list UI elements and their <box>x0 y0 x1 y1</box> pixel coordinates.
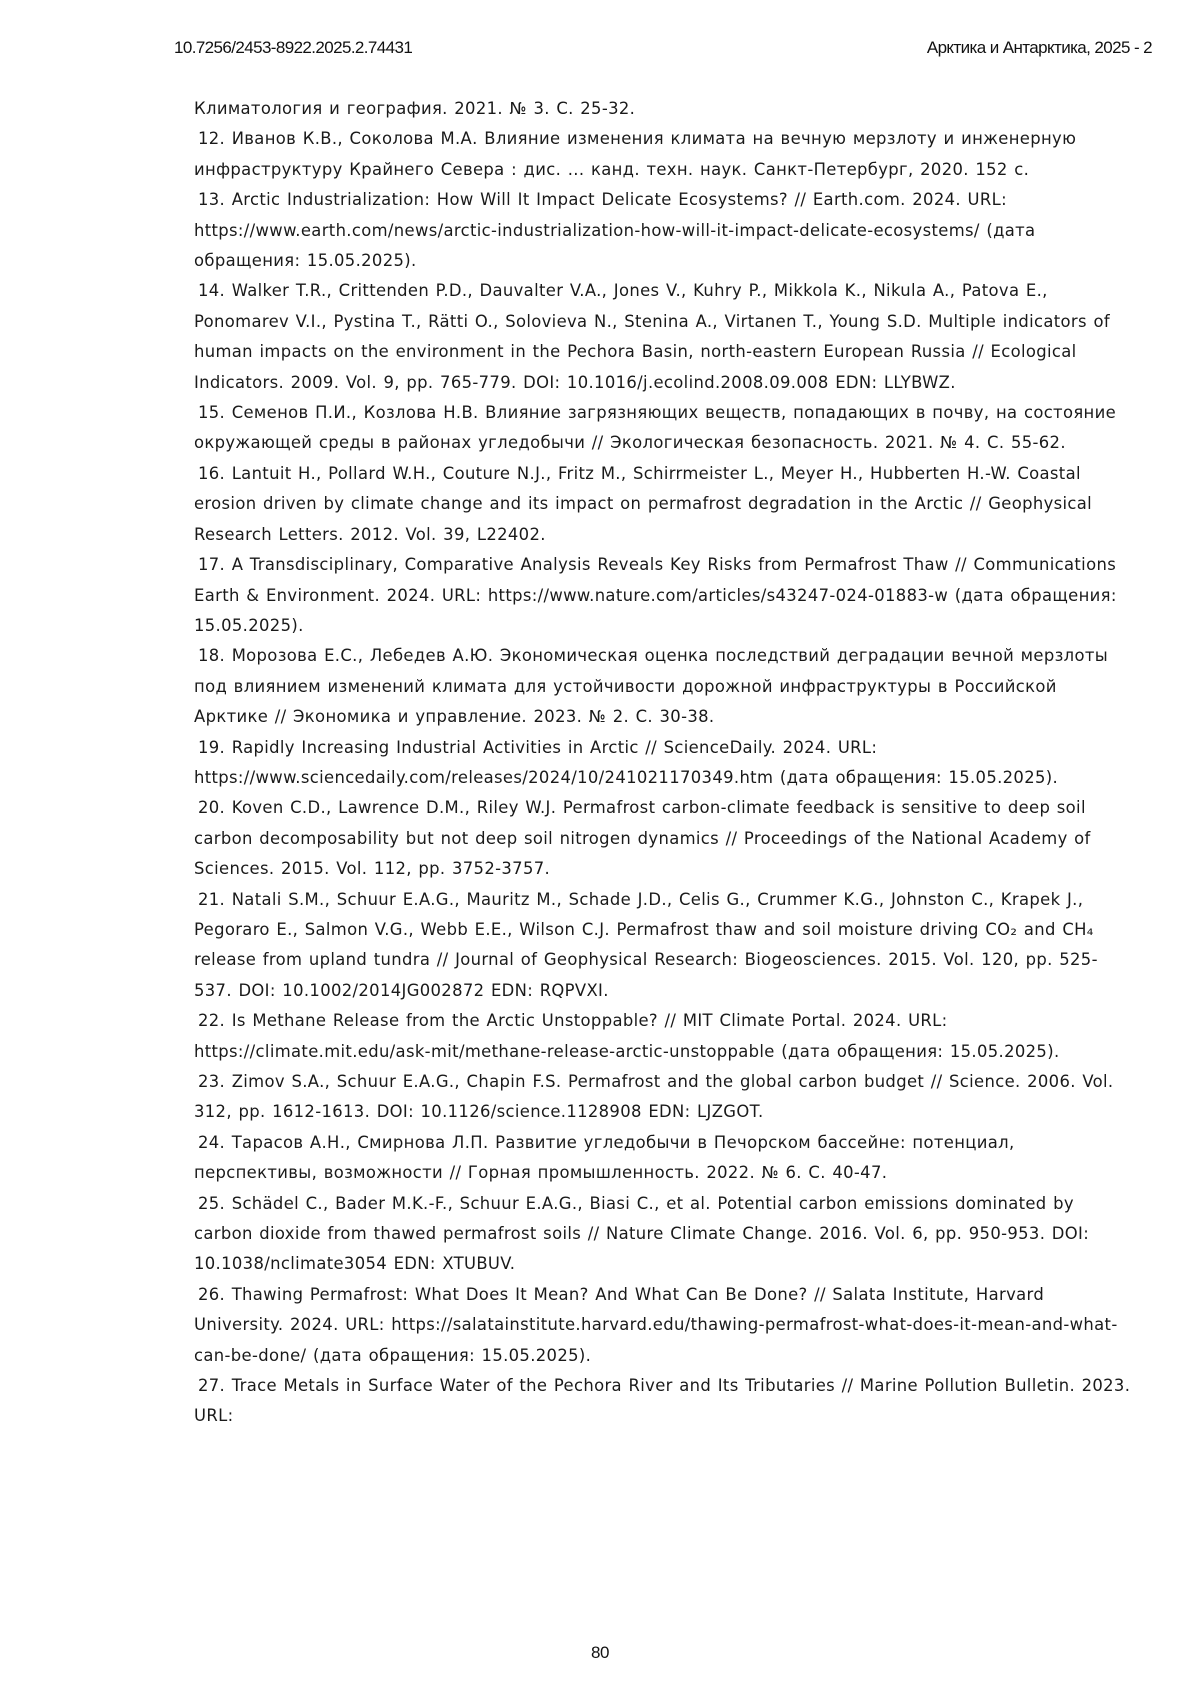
reference-item <box>194 1006 1134 1067</box>
reference-number: 16. <box>198 463 226 483</box>
page-header <box>174 38 1152 62</box>
reference-text: Trace Metals in Surface Water of the Pechora River and Its Tributaries // Marine Pollution Bulletin. 2023. URL: <box>194 1376 1131 1426</box>
reference-item <box>194 550 1134 641</box>
reference-item <box>194 185 1134 276</box>
reference-item <box>194 276 1134 398</box>
reference-text: Zimov S.A., Schuur E.A.G., Chapin F.S. Permafrost and the global carbon budget // Science. 2006. Vol. 312, pp. 1612-1613. DOI: 10.1126/science.1128908 EDN: LJZGOT. <box>194 1072 1114 1122</box>
reference-number: 19. <box>198 737 226 757</box>
reference-text: Иванов К.В., Соколова М.А. Влияние изменения климата на вечную мерзлоту и инженерную инфраструктуру Крайнего Севера : дис. ... канд. техн. наук. Санкт-Петербург, 2020. 152 с. <box>194 129 1077 179</box>
reference-text: Rapidly Increasing Industrial Activities in Arctic // ScienceDaily. 2024. URL: https://www.sciencedaily.com/releases/2024/10/241021170349.htm (дата обращения: 15.05.2025). <box>194 737 1059 787</box>
reference-item <box>194 398 1134 459</box>
reference-item <box>194 1128 1134 1189</box>
reference-number: 14. <box>198 281 226 301</box>
reference-item <box>194 1280 1134 1371</box>
header-journal-title: Арктика и Антарктика, 2025 - 2 <box>926 38 1152 57</box>
reference-item <box>194 885 1134 1007</box>
reference-continuation: Климатология и география. 2021. № 3. С. 25-32. <box>194 99 636 118</box>
header-doi: 10.7256/2453-8922.2025.2.74431 <box>174 38 413 57</box>
reference-item <box>194 641 1134 732</box>
reference-number: 20. <box>198 798 226 818</box>
reference-item <box>194 1067 1134 1128</box>
reference-text: Lantuit H., Pollard W.H., Couture N.J., Fritz M., Schirrmeister L., Meyer H., Hubberten H.-W. Coastal erosion driven by climate change and its impact on permafrost degradation in the Arctic // Geophysical Research Letters. 2012. Vol. 39, L22402. <box>194 463 1093 544</box>
reference-number: 27. <box>198 1376 226 1396</box>
reference-text: Koven C.D., Lawrence D.M., Riley W.J. Permafrost carbon-climate feedback is sensitive to deep soil carbon decomposability but not deep soil nitrogen dynamics // Proceedings of the National Academy of Sciences. 2015. Vol. 112, pp. 3752-3757. <box>194 798 1091 879</box>
reference-item <box>194 1189 1134 1280</box>
reference-item <box>194 124 1134 185</box>
reference-number: 24. <box>198 1132 226 1152</box>
reference-text: Морозова Е.С., Лебедев А.Ю. Экономическая оценка последствий деградации вечной мерзлоты под влиянием изменений климата для устойчивости дорожной инфраструктуры в Российской Арктике // Экономика и управление. 2023. № 2. С. 30-38. <box>194 646 1109 727</box>
page-number: 80 <box>590 1643 610 1662</box>
reference-items <box>194 124 1134 1431</box>
reference-number: 26. <box>198 1284 226 1304</box>
reference-item <box>194 733 1134 794</box>
reference-number: 13. <box>198 190 226 210</box>
reference-item <box>194 1371 1134 1432</box>
reference-number: 22. <box>198 1011 226 1031</box>
reference-number: 12. <box>198 129 226 149</box>
reference-text: Семенов П.И., Козлова Н.В. Влияние загрязняющих веществ, попадающих в почву, на состояние окружающей среды в районах угледобычи // Экологическая безопасность. 2021. № 4. С. 55-62. <box>194 403 1117 453</box>
reference-text: A Transdisciplinary, Comparative Analysis Reveals Key Risks from Permafrost Thaw // Communications Earth & Environment. 2024. URL: https://www.nature.com/articles/s43247-024-01883-w (дата обращения: 15.05.2025). <box>194 555 1117 635</box>
reference-text: Schädel C., Bader M.K.-F., Schuur E.A.G., Biasi C., et al. Potential carbon emissions dominated by carbon dioxide from thawed permafrost soils // Nature Climate Change. 2016. Vol. 6, pp. 950-953. DOI: 10.1038/nclimate3054 EDN: XTUBUV. <box>194 1193 1090 1274</box>
reference-text: Walker T.R., Crittenden P.D., Dauvalter V.A., Jones V., Kuhry P., Mikkola K., Nikula A., Patova E., Ponomarev V.I., Pystina T., Rätti O., Solovieva N., Stenina A., Virtanen T., Young S.D. Multiple indicators of human impacts on the environment in the Pechora Basin, north-eastern European Russia // Ecological Indicators. 2009. Vol. 9, pp. 765-779. DOI: 10.1016/j.ecolind.2008.09.008 EDN: LLYBWZ. <box>194 281 1110 392</box>
reference-item <box>194 459 1134 550</box>
reference-text: Arctic Industrialization: How Will It Impact Delicate Ecosystems? // Earth.com. 2024. URL: https://www.earth.com/news/arctic-industrialization-how-will-it-impact-delicate-ecosystems/ (дата обращения: 15.05.2025). <box>194 190 1036 271</box>
reference-text: Is Methane Release from the Arctic Unstoppable? // MIT Climate Portal. 2024. URL: https://climate.mit.edu/ask-mit/methane-release-arctic-unstoppable (дата обращения: 15.05.2025). <box>194 1011 1060 1061</box>
reference-list <box>194 94 1134 1432</box>
reference-number: 15. <box>198 403 226 423</box>
reference-text: Natali S.M., Schuur E.A.G., Mauritz M., Schade J.D., Celis G., Crummer K.G., Johnston C., Krapek J., Pegoraro E., Salmon V.G., Webb E.E., Wilson C.J. Permafrost thaw and soil moisture driving CO₂ and CH₄ release from upland tundra // Journal of Geophysical Research: Biogeosciences. 2015. Vol. 120, pp. 525-537. DOI: 10.1002/2014JG002872 EDN: RQPVXI. <box>194 889 1098 1000</box>
reference-number: 25. <box>198 1193 226 1213</box>
reference-text: Тарасов А.Н., Смирнова Л.П. Развитие угледобычи в Печорском бассейне: потенциал, перспективы, возможности // Горная промышленность. 2022. № 6. С. 40-47. <box>194 1132 1015 1183</box>
reference-text: Thawing Permafrost: What Does It Mean? And What Can Be Done? // Salata Institute, Harvard University. 2024. URL: https://salatainstitute.harvard.edu/thawing-permafrost-what-does-it-mean-and-what-can-be-done/ (дата обращения: 15.05.2025). <box>194 1284 1118 1365</box>
reference-number: 21. <box>198 889 226 909</box>
reference-number: 23. <box>198 1072 226 1091</box>
reference-number: 17. <box>198 555 226 575</box>
reference-item <box>194 793 1134 884</box>
reference-number: 18. <box>198 646 226 666</box>
